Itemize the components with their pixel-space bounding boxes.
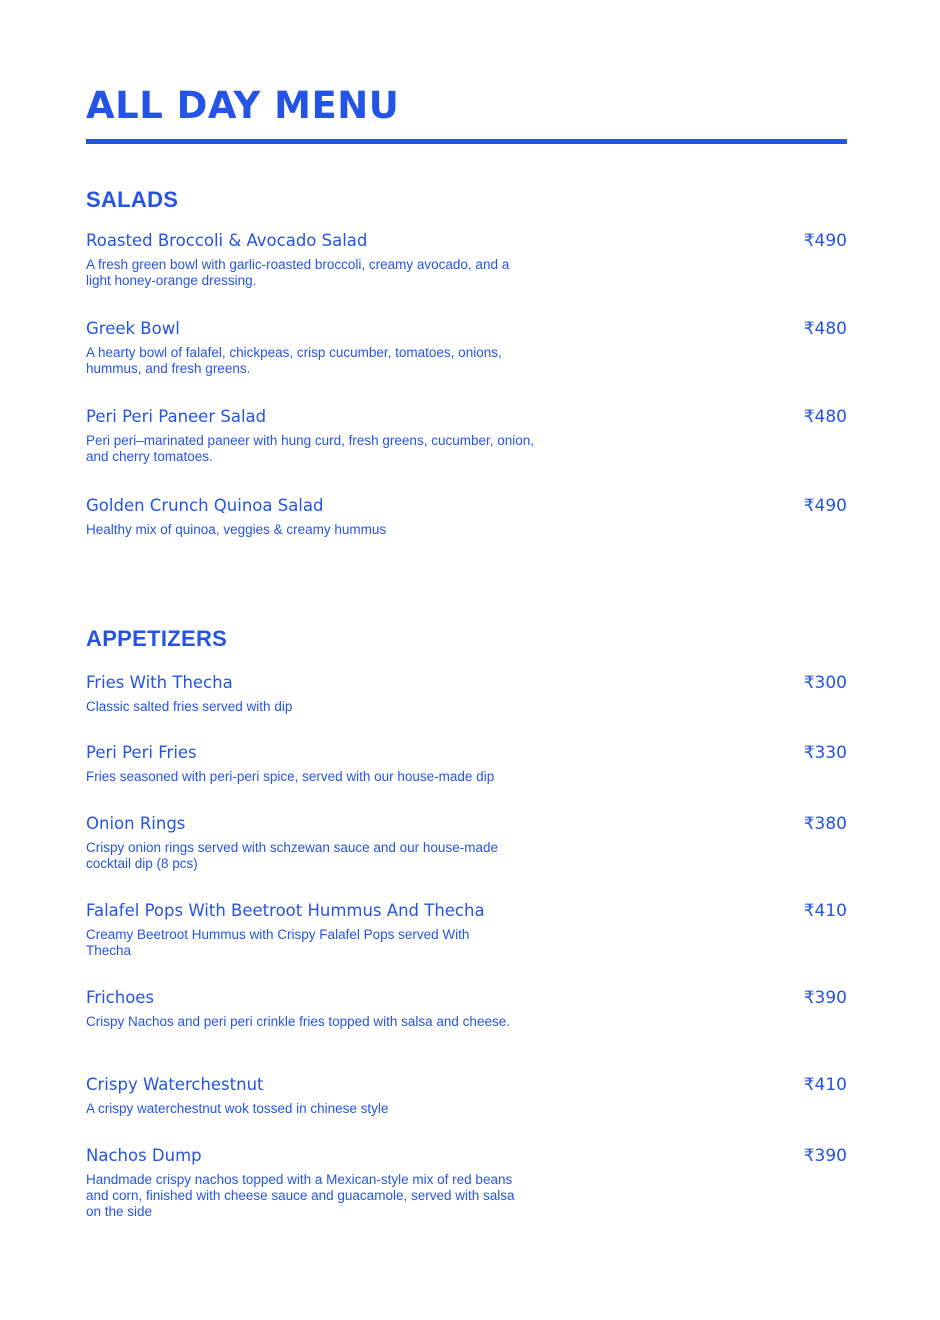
item-name: Fries With Thecha xyxy=(86,673,233,692)
item-price: ₹490 xyxy=(803,496,847,516)
section-title-salads: SALADS xyxy=(86,187,179,212)
item-name: Golden Crunch Quinoa Salad xyxy=(86,496,324,515)
item-price: ₹410 xyxy=(803,1075,847,1095)
item-price: ₹480 xyxy=(803,319,847,339)
item-name: Onion Rings xyxy=(86,814,186,833)
item-name: Nachos Dump xyxy=(86,1146,202,1165)
item-price: ₹330 xyxy=(803,743,847,763)
item-description: A fresh green bowl with garlic-roasted broccoli, creamy avocado, and a light honey-orange dressing. xyxy=(86,257,510,288)
section-appetizers xyxy=(86,626,847,652)
item-name: Greek Bowl xyxy=(86,319,180,338)
item-price: ₹490 xyxy=(803,231,847,251)
item-description: A crispy waterchestnut wok tossed in chinese style xyxy=(86,1101,389,1116)
item-price: ₹390 xyxy=(803,988,847,1008)
section-salads xyxy=(86,187,847,213)
item-price: ₹300 xyxy=(803,673,847,693)
page-title: ALL DAY MENU xyxy=(86,84,400,127)
item-name: Peri Peri Paneer Salad xyxy=(86,407,267,426)
title-divider xyxy=(86,139,847,144)
item-price: ₹390 xyxy=(803,1146,847,1166)
item-description: Classic salted fries served with dip xyxy=(86,699,293,714)
item-name: Peri Peri Fries xyxy=(86,743,197,762)
item-price: ₹480 xyxy=(803,407,847,427)
item-price: ₹380 xyxy=(803,814,847,834)
item-description: Healthy mix of quinoa, veggies & creamy hummus xyxy=(86,522,387,537)
item-price: ₹410 xyxy=(803,901,847,921)
menu-page xyxy=(86,0,847,1320)
item-description: Handmade crispy nachos topped with a Mexican-style mix of red beans and corn, finished with cheese sauce and guacamole, served with salsa on the side xyxy=(86,1172,515,1219)
item-name: Falafel Pops With Beetroot Hummus And Thecha xyxy=(86,901,485,920)
item-description: A hearty bowl of falafel, chickpeas, crisp cucumber, tomatoes, onions, hummus, and fresh greens. xyxy=(86,345,502,376)
item-name: Frichoes xyxy=(86,988,155,1007)
item-description: Crispy Nachos and peri peri crinkle fries topped with salsa and cheese. xyxy=(86,1014,510,1029)
item-description: Creamy Beetroot Hummus with Crispy Falafel Pops served With Thecha xyxy=(86,927,470,958)
item-description: Fries seasoned with peri-peri spice, served with our house-made dip xyxy=(86,769,495,784)
item-name: Crispy Waterchestnut xyxy=(86,1075,264,1094)
section-title-appetizers: APPETIZERS xyxy=(86,626,228,651)
item-name: Roasted Broccoli & Avocado Salad xyxy=(86,231,368,250)
item-description: Crispy onion rings served with schzewan sauce and our house-made cocktail dip (8 pcs) xyxy=(86,840,498,871)
item-description: Peri peri–marinated paneer with hung curd, fresh greens, cucumber, onion, and cherry tomatoes. xyxy=(86,433,535,464)
